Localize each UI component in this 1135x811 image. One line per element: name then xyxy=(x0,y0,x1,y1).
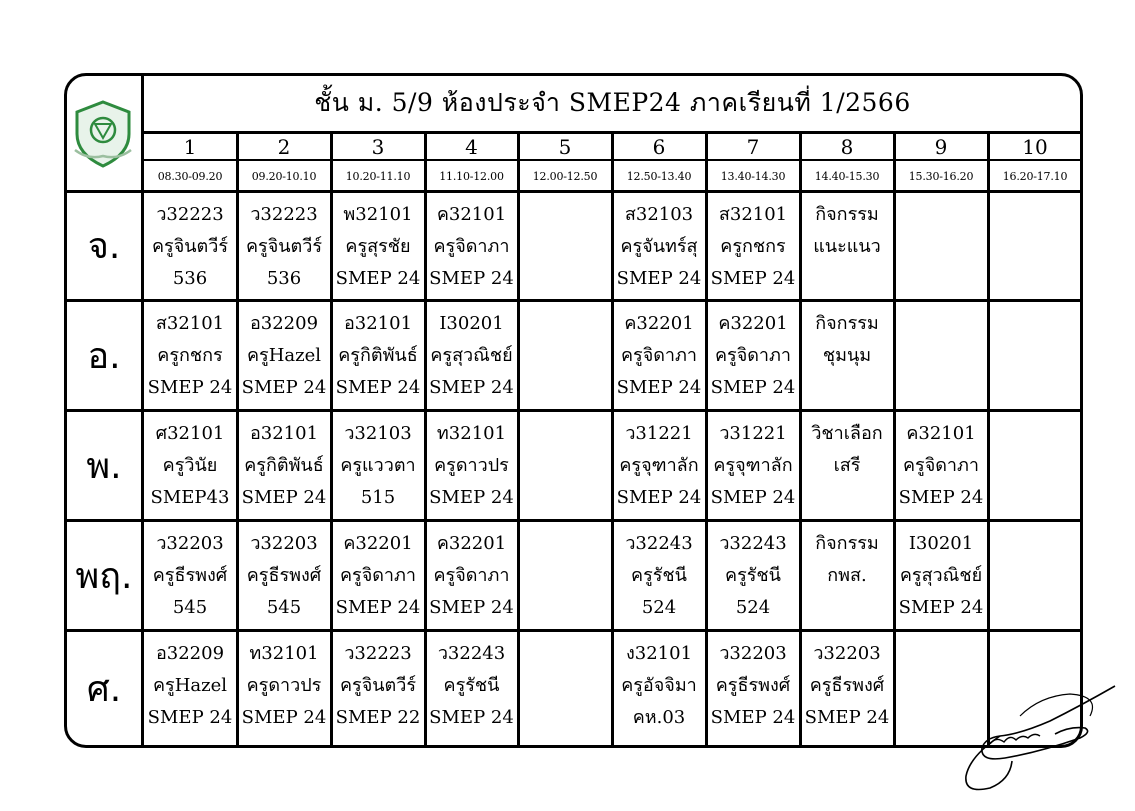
period-time-text: 16.20-17.10 xyxy=(1002,169,1068,183)
cell-line: SMEP 24 xyxy=(616,377,702,398)
cell-line: 515 xyxy=(360,487,396,508)
timetable-cell xyxy=(612,191,706,300)
timetable-cell xyxy=(425,300,518,410)
cell-line: ครูอัจจิมา xyxy=(621,675,697,696)
timetable-cell xyxy=(331,520,425,630)
period-number xyxy=(800,133,894,160)
cell-line: ท32101 xyxy=(436,423,507,444)
timetable-cell xyxy=(894,300,988,410)
day-label xyxy=(66,520,142,630)
timetable-cell xyxy=(331,300,425,410)
cell-line: กิจกรรม xyxy=(815,204,879,225)
timetable-cell xyxy=(237,410,331,520)
period-number-text: 6 xyxy=(652,134,666,159)
cell-line: ว32103 xyxy=(344,423,412,444)
timetable-cell xyxy=(518,410,612,520)
cell-line: ง32101 xyxy=(625,643,693,664)
timetable-cell xyxy=(237,300,331,410)
cell-line: ท32101 xyxy=(249,643,319,664)
cell-line: SMEP 24 xyxy=(147,377,233,398)
cell-line: 545 xyxy=(266,597,302,618)
period-time xyxy=(518,161,612,191)
cell-line: ครูจุฑาลัก xyxy=(713,455,793,476)
cell-line: ครูจิดาภา xyxy=(620,345,698,366)
timetable-cell xyxy=(143,520,237,630)
timetable-cell xyxy=(800,520,894,630)
timetable-cell xyxy=(518,520,612,630)
timetable-cell xyxy=(706,630,800,747)
cell-line: SMEP 24 xyxy=(898,597,984,618)
cell-line: ครูกิติพันธ์ xyxy=(338,345,418,366)
day-label-text: พฤ. xyxy=(75,555,133,597)
period-time xyxy=(800,161,894,191)
period-time-text: 11.10-12.00 xyxy=(439,169,504,183)
cell-line: SMEP 24 xyxy=(335,597,421,618)
timetable-cell xyxy=(425,520,518,630)
timetable-cell xyxy=(518,630,612,747)
cell-line: วิชาเลือก xyxy=(811,423,883,444)
cell-line: ว32223 xyxy=(156,204,224,225)
timetable-cell xyxy=(143,410,237,520)
cell-line: ครูสุวณิชย์ xyxy=(899,565,983,586)
period-time-text: 12.50-13.40 xyxy=(626,169,692,183)
timetable-cell xyxy=(425,630,518,747)
title-text: ชั้น ม. 5/9 ห้องประจำ SMEP24 ภาคเรียนที่ 1/2566 xyxy=(314,88,911,117)
cell-line: ครูวินัย xyxy=(162,455,218,476)
period-number xyxy=(331,133,425,160)
cell-line: ครูจุฑาลัก xyxy=(619,455,699,476)
timetable-cell xyxy=(518,300,612,410)
timetable-cell xyxy=(988,191,1082,300)
cell-line: ครูกชกร xyxy=(157,345,223,366)
cell-line: 536 xyxy=(172,268,208,289)
period-time-text: 13.40-14.30 xyxy=(720,169,786,183)
cell-line: ค32201 xyxy=(343,533,413,554)
timetable-cell xyxy=(518,191,612,300)
cell-line: ส32101 xyxy=(718,204,788,225)
cell-line: อ32101 xyxy=(249,423,319,444)
cell-line: กพส. xyxy=(827,565,867,586)
timetable-cell xyxy=(800,300,894,410)
cell-line: SMEP 24 xyxy=(335,377,421,398)
cell-line: ว32203 xyxy=(250,533,318,554)
cell-line: ส32103 xyxy=(624,204,694,225)
cell-line: SMEP 24 xyxy=(429,487,514,508)
period-number-text: 2 xyxy=(277,134,291,159)
cell-line: ครูกิติพันธ์ xyxy=(244,455,324,476)
timetable-cell xyxy=(706,191,800,300)
period-number xyxy=(706,133,800,160)
cell-line: 536 xyxy=(266,268,302,289)
cell-line: เสรี xyxy=(833,455,861,476)
cell-line: SMEP 24 xyxy=(710,268,796,289)
timetable-cell xyxy=(800,410,894,520)
period-number xyxy=(237,133,331,160)
cell-line: ค32201 xyxy=(624,313,694,334)
day-label-text: ศ. xyxy=(86,669,122,710)
timetable-cell xyxy=(143,300,237,410)
cell-line: ว31221 xyxy=(719,423,787,444)
cell-line: ครูกชกร xyxy=(720,236,786,257)
cell-line: ว32203 xyxy=(813,643,881,664)
period-number xyxy=(612,133,706,160)
period-time xyxy=(894,161,988,191)
day-label-text: อ. xyxy=(87,335,121,377)
cell-line: ครูHazel xyxy=(152,675,228,696)
timetable-cell xyxy=(894,520,988,630)
cell-line: SMEP 24 xyxy=(429,597,514,618)
timetable-cell xyxy=(800,630,894,747)
cell-line: อ32101 xyxy=(343,313,413,334)
day-label xyxy=(66,300,142,410)
period-number xyxy=(425,133,518,160)
handwritten-signature xyxy=(960,676,1120,796)
cell-line: SMEP 24 xyxy=(335,268,421,289)
school-crest-icon xyxy=(73,100,133,168)
cell-line: ครูสุรชัย xyxy=(345,236,411,257)
timetable-cell xyxy=(612,300,706,410)
cell-line: ส32101 xyxy=(155,313,225,334)
cell-line: ว32223 xyxy=(250,204,318,225)
period-time xyxy=(331,161,425,191)
cell-line: ครูจินตวีร์ xyxy=(151,236,229,257)
period-number-text: 10 xyxy=(1022,134,1048,159)
cell-line: SMEP 24 xyxy=(616,487,702,508)
timetable-cell xyxy=(612,520,706,630)
cell-line: SMEP 24 xyxy=(241,377,327,398)
cell-line: SMEP 24 xyxy=(429,707,514,728)
cell-line: ครูจินตวีร์ xyxy=(339,675,417,696)
timetable-cell xyxy=(425,191,518,300)
cell-line: ครูธีรพงศ์ xyxy=(809,675,885,696)
cell-line: ครูจิดาภา xyxy=(902,455,980,476)
cell-line: แนะแนว xyxy=(813,236,881,257)
period-time-text: 15.30-16.20 xyxy=(908,169,974,183)
period-time-text: 12.00-12.50 xyxy=(532,169,598,183)
cell-line: SMEP 24 xyxy=(710,707,796,728)
cell-line: ว32203 xyxy=(719,643,787,664)
period-number-text: 3 xyxy=(371,134,385,159)
period-time-text: 10.20-11.10 xyxy=(345,169,411,183)
cell-line: I30201 xyxy=(908,533,974,554)
cell-line: ว32243 xyxy=(625,533,693,554)
timetable-cell xyxy=(706,300,800,410)
cell-line: SMEP 24 xyxy=(241,487,327,508)
cell-line: ครูดาวปร xyxy=(246,675,322,696)
cell-line: 545 xyxy=(172,597,208,618)
period-number-text: 1 xyxy=(183,134,197,159)
cell-line: กิจกรรม xyxy=(815,533,879,554)
cell-line: อ32209 xyxy=(249,313,319,334)
period-number-text: 5 xyxy=(558,134,572,159)
cell-line: ค32201 xyxy=(718,313,788,334)
period-time xyxy=(425,161,518,191)
cell-line: ครูดาวปร xyxy=(434,455,509,476)
cell-line: ว32223 xyxy=(344,643,412,664)
cell-line: ว32243 xyxy=(719,533,787,554)
period-time xyxy=(988,161,1082,191)
period-time xyxy=(237,161,331,191)
cell-line: SMEP 24 xyxy=(710,377,796,398)
timetable-cell xyxy=(237,191,331,300)
cell-line: กิจกรรม xyxy=(815,313,879,334)
period-time-text: 09.20-10.10 xyxy=(251,169,317,183)
cell-line: SMEP43 xyxy=(150,487,230,508)
period-number-text: 4 xyxy=(465,134,478,159)
period-number xyxy=(143,133,237,160)
cell-line: ครูรัชนี xyxy=(725,565,781,586)
timetable-cell xyxy=(331,191,425,300)
cell-line: SMEP 24 xyxy=(898,487,984,508)
cell-line: พ32101 xyxy=(343,204,413,225)
cell-line: ครูจิดาภา xyxy=(433,236,510,257)
timetable-cell xyxy=(706,410,800,520)
period-time-text: 14.40-15.30 xyxy=(814,169,880,183)
cell-line: ครูธีรพงศ์ xyxy=(246,565,322,586)
cell-line: I30201 xyxy=(439,313,504,334)
timetable-cell xyxy=(237,520,331,630)
timetable-cell xyxy=(331,630,425,747)
cell-line: SMEP 24 xyxy=(616,268,702,289)
cell-line: ว31221 xyxy=(625,423,693,444)
cell-line: ครูธีรพงศ์ xyxy=(152,565,228,586)
timetable-cell xyxy=(706,520,800,630)
cell-line: SMEP 24 xyxy=(429,377,514,398)
cell-line: ว32243 xyxy=(437,643,506,664)
timetable-cell xyxy=(988,410,1082,520)
cell-line: SMEP 24 xyxy=(241,707,327,728)
timetable-cell xyxy=(425,410,518,520)
cell-line: ครูจิดาภา xyxy=(339,565,417,586)
timetable-cell xyxy=(143,630,237,747)
timetable-cell xyxy=(612,410,706,520)
cell-line: ครูรัชนี xyxy=(443,675,500,696)
cell-line: SMEP 22 xyxy=(335,707,421,728)
cell-line: 524 xyxy=(735,597,771,618)
cell-line: ครูจิดาภา xyxy=(714,345,792,366)
cell-line: ครูจินตวีร์ xyxy=(245,236,323,257)
cell-line: SMEP 24 xyxy=(147,707,233,728)
cell-line: ว32203 xyxy=(156,533,224,554)
day-label xyxy=(66,410,142,520)
cell-line: ค32101 xyxy=(906,423,976,444)
cell-line: ครูสุวณิชย์ xyxy=(430,345,513,366)
cell-line: SMEP 24 xyxy=(804,707,890,728)
timetable-cell xyxy=(988,300,1082,410)
cell-line: ครูธีรพงศ์ xyxy=(715,675,791,696)
timetable-cell xyxy=(612,630,706,747)
period-number xyxy=(988,133,1082,160)
cell-line: SMEP 24 xyxy=(429,268,514,289)
page-title xyxy=(143,75,1082,131)
day-label xyxy=(66,191,142,300)
cell-line: ครูHazel xyxy=(246,345,322,366)
cell-line: ครูรัชนี xyxy=(631,565,687,586)
cell-line: ครูแววตา xyxy=(340,455,416,476)
timetable-cell xyxy=(143,191,237,300)
timetable-cell xyxy=(237,630,331,747)
timetable-cell xyxy=(800,191,894,300)
cell-line: ชุมนุม xyxy=(822,345,872,366)
period-time xyxy=(612,161,706,191)
cell-line: SMEP 24 xyxy=(710,487,796,508)
cell-line: ศ32101 xyxy=(155,423,225,444)
period-time xyxy=(143,161,237,191)
timetable-cell xyxy=(331,410,425,520)
timetable-cell xyxy=(894,191,988,300)
timetable-cell xyxy=(988,520,1082,630)
period-number-text: 9 xyxy=(934,134,948,159)
cell-line: ครูจิดาภา xyxy=(433,565,510,586)
period-number xyxy=(518,133,612,160)
period-number-text: 7 xyxy=(746,134,760,159)
cell-line: ครูจันทร์สุ xyxy=(620,236,698,257)
cell-line: 524 xyxy=(641,597,677,618)
period-time xyxy=(706,161,800,191)
cell-line: คห.03 xyxy=(632,707,686,728)
timetable-cell xyxy=(894,410,988,520)
period-number-text: 8 xyxy=(840,134,854,159)
day-label-text: พ. xyxy=(86,445,122,487)
period-time-text: 08.30-09.20 xyxy=(157,169,223,183)
cell-line: อ32209 xyxy=(155,643,225,664)
cell-line: ค32201 xyxy=(436,533,507,554)
day-label-text: จ. xyxy=(87,226,121,267)
day-label xyxy=(66,630,142,747)
period-number xyxy=(894,133,988,160)
cell-line: ค32101 xyxy=(436,204,507,225)
